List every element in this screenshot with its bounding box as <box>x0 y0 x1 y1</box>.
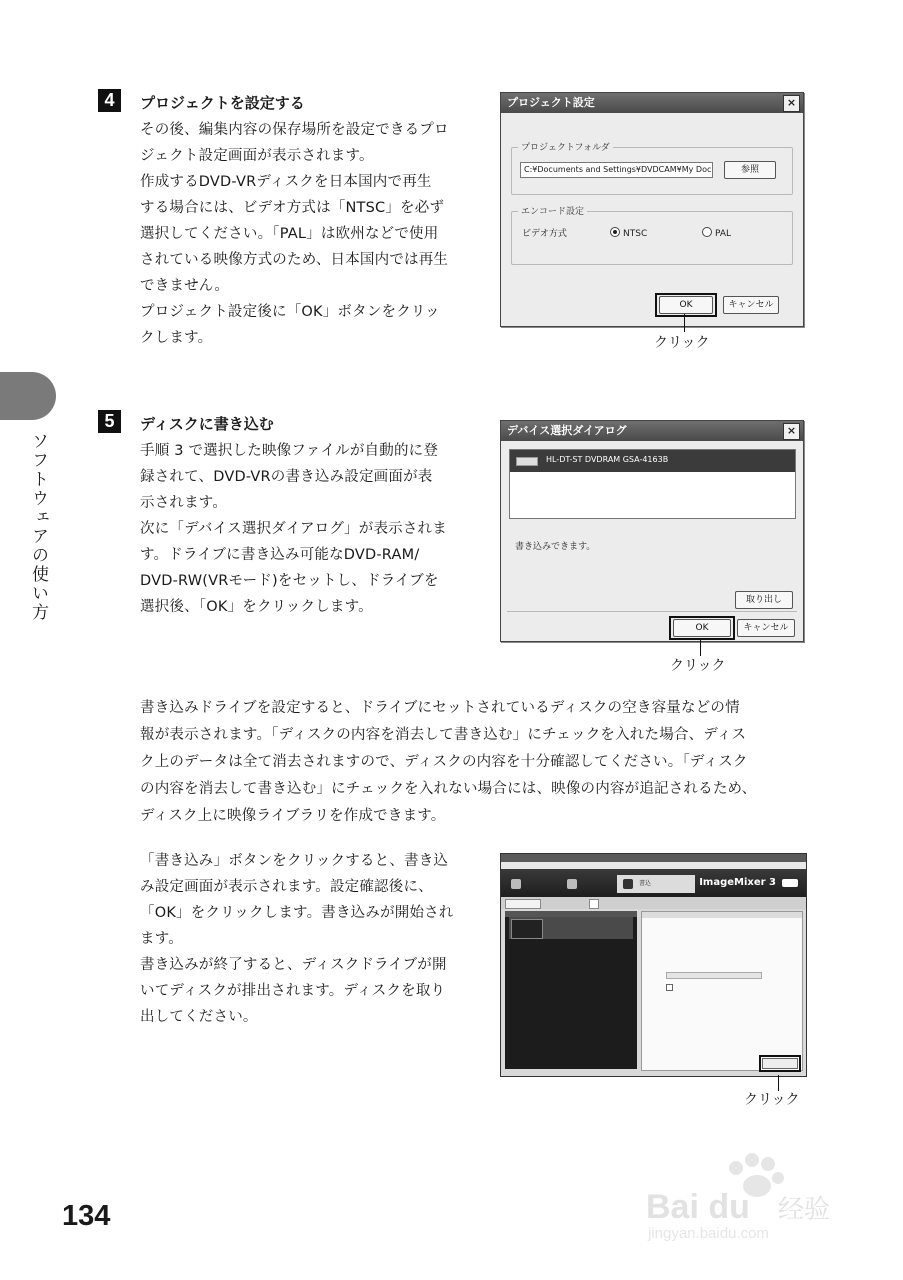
baidu-paw-logo-icon <box>640 1152 860 1244</box>
drive-name: HL-DT-ST DVDRAM GSA-4163B <box>546 455 669 464</box>
app-tab-write[interactable] <box>617 875 695 893</box>
callout-click-label: クリック <box>744 1092 800 1108</box>
radio-selected-icon <box>610 227 620 237</box>
device-list-item[interactable] <box>510 450 795 472</box>
callout-click-label: クリック <box>654 335 710 351</box>
side-tab-marker <box>0 372 56 420</box>
body-paragraph <box>140 695 756 830</box>
write-paragraph <box>140 848 454 1030</box>
edit-icon <box>567 879 577 889</box>
device-list <box>509 449 796 519</box>
ok-button[interactable]: OK <box>673 619 731 637</box>
dialog-title: デバイス選択ダイアログ <box>507 424 627 437</box>
text-line: み設定画面が表示されます。設定確認後に、 <box>140 879 433 895</box>
ok-button[interactable]: OK <box>659 296 713 314</box>
text-line: の内容を消去して書き込む」にチェックを入れない場合には、映像の内容が追記されるため、 <box>140 781 757 797</box>
text-line: 作成するDVD-VRディスクを日本国内で再生 <box>140 174 432 190</box>
video-format-label: ビデオ方式 <box>522 229 567 239</box>
browse-button[interactable]: 参照 <box>724 161 776 179</box>
device-select-button[interactable] <box>505 899 541 909</box>
text-line: いてディスクが排出されます。ディスクを取り <box>140 983 446 999</box>
text-line: ます。 <box>140 931 183 947</box>
video-thumbnail <box>511 919 543 939</box>
text-line: 書き込みが終了すると、ディスクドライブが開 <box>140 957 447 973</box>
program-item[interactable] <box>509 917 633 939</box>
brand-logo-icon <box>782 879 798 887</box>
app-menu-bar <box>501 862 806 869</box>
text-line: 出してください。 <box>140 1009 258 1025</box>
program-list-panel <box>505 911 637 1069</box>
close-icon[interactable]: × <box>783 423 800 440</box>
baidu-watermark <box>640 1152 860 1244</box>
svg-text:经验: 经验 <box>778 1195 831 1225</box>
text-line: す。ドライブに書き込み可能なDVD-RAM/ <box>140 547 420 563</box>
write-icon <box>623 879 633 889</box>
dialog-title-bar <box>501 421 803 441</box>
app-brand: ImageMixer 3 <box>699 877 776 888</box>
project-folder-group <box>511 143 793 195</box>
encode-settings-group <box>511 207 793 265</box>
callout-line <box>700 638 701 656</box>
write-status-text: 書き込みできます。 <box>515 542 596 552</box>
divider <box>507 611 797 612</box>
write-button-highlight <box>759 1055 801 1072</box>
pal-radio[interactable] <box>702 227 731 239</box>
text-line: 選択してください。「PAL」は欧州などで使用 <box>140 226 439 242</box>
ntsc-radio[interactable] <box>610 227 647 239</box>
step-4-text <box>140 117 449 351</box>
step-5-text <box>140 438 447 620</box>
page-number: 134 <box>62 1200 111 1232</box>
callout-line <box>684 314 685 332</box>
project-settings-dialog <box>500 92 804 327</box>
section-side-label: ソフトウェアの使い方 <box>28 432 48 622</box>
drive-icon <box>516 457 538 466</box>
ntsc-label: NTSC <box>623 229 648 239</box>
disc-icon <box>589 899 599 909</box>
imagemixer-window <box>500 853 807 1077</box>
text-line: 選択後、「OK」をクリックします。 <box>140 599 373 615</box>
text-line: DVD-RW(VRモード)をセットし、ドライブを <box>140 573 439 589</box>
text-line: ディスク上に映像ライブラリを作成できます。 <box>140 808 446 824</box>
text-line: ジェクト設定画面が表示されます。 <box>140 148 374 164</box>
app-toolbar <box>501 869 806 897</box>
text-line: できません。 <box>140 278 230 294</box>
encode-settings-legend: エンコード設定 <box>518 204 587 217</box>
import-icon <box>511 879 521 889</box>
app-title-bar <box>501 854 806 862</box>
capacity-bar <box>666 972 762 979</box>
text-line: されている映像方式のため、日本国内では再生 <box>140 252 449 268</box>
text-line: 書き込みドライブを設定すると、ドライブにセットされているディスクの空き容量などの情 <box>140 700 740 716</box>
project-folder-legend: プロジェクトフォルダ <box>518 140 613 153</box>
disc-info-panel <box>641 911 803 1071</box>
app-tab-write-label: 書込 <box>639 880 652 887</box>
text-line: 録されて、DVD-VRの書き込み設定画面が表 <box>140 469 433 485</box>
close-icon[interactable]: × <box>783 95 800 112</box>
project-folder-input[interactable]: C:¥Documents and Settings¥DVDCAM¥My Doc <box>520 162 713 178</box>
app-subtoolbar <box>501 897 806 909</box>
dialog-title-bar <box>501 93 803 113</box>
callout-click-label: クリック <box>670 658 726 674</box>
text-line: プロジェクト設定後に「OK」ボタンをクリッ <box>140 304 440 320</box>
erase-checkbox[interactable] <box>666 984 673 991</box>
text-line: 報が表示されます。「ディスクの内容を消去して書き込む」にチェックを入れた場合、ディス <box>140 727 747 743</box>
pal-label: PAL <box>715 229 732 239</box>
step-5-number: 5 <box>98 410 121 433</box>
step-5-title: ディスクに書き込む <box>140 415 274 433</box>
dialog-title: プロジェクト設定 <box>507 96 595 109</box>
text-line: その後、編集内容の保存場所を設定できるプロ <box>140 122 449 138</box>
text-line: 示されます。 <box>140 495 228 511</box>
svg-text:Bai du: Bai du <box>646 1188 750 1226</box>
eject-button[interactable]: 取り出し <box>735 591 793 609</box>
svg-text:jingyan.baidu.com: jingyan.baidu.com <box>648 1225 769 1242</box>
radio-empty-icon <box>702 227 712 237</box>
step-4-number: 4 <box>98 89 121 112</box>
text-line: クします。 <box>140 330 213 346</box>
cancel-button[interactable]: キャンセル <box>737 619 795 637</box>
text-line: 次に「デバイス選択ダイアログ」が表示されま <box>140 521 447 537</box>
text-line: ク上のデータは全て消去されますので、ディスクの内容を十分確認してください。「ディスク <box>140 754 748 770</box>
text-line: 「書き込み」ボタンをクリックすると、書き込 <box>140 853 449 869</box>
device-select-dialog <box>500 420 804 642</box>
cancel-button[interactable]: キャンセル <box>723 296 779 314</box>
text-line: 手順 3 で選択した映像ファイルが自動的に登 <box>140 443 439 459</box>
text-line: する場合には、ビデオ方式は「NTSC」を必ず <box>140 200 445 216</box>
text-line: 「OK」をクリックします。書き込みが開始され <box>140 905 454 921</box>
step-4-title: プロジェクトを設定する <box>140 94 305 112</box>
panel-header <box>642 912 802 918</box>
